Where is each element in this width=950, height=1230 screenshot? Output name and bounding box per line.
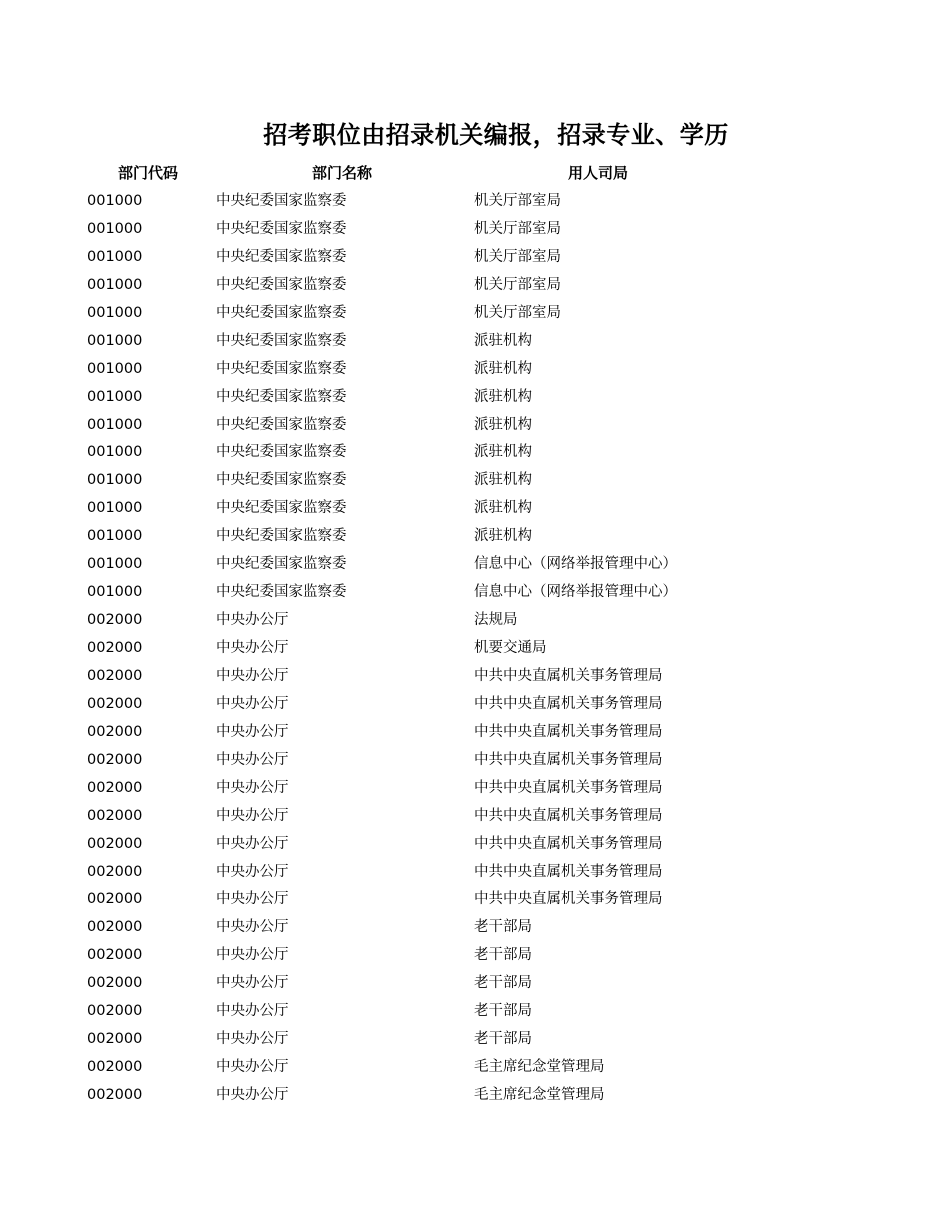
table-row <box>0 1026 950 1054</box>
department-code-cell: 002000 <box>87 1059 143 1076</box>
hiring-bureau-cell: 老干部局 <box>474 1003 532 1020</box>
table-row <box>0 803 950 831</box>
hiring-bureau-cell: 派驻机构 <box>474 528 532 545</box>
hiring-bureau-cell: 派驻机构 <box>474 500 532 517</box>
department-name-cell: 中央纪委国家监察委 <box>216 528 347 545</box>
department-name-cell: 中央办公厅 <box>216 612 289 629</box>
department-name-cell: 中央办公厅 <box>216 975 289 992</box>
department-name-cell: 中央办公厅 <box>216 1003 289 1020</box>
department-name-cell: 中央纪委国家监察委 <box>216 248 347 265</box>
department-name-cell: 中央办公厅 <box>216 779 289 796</box>
department-code-cell: 001000 <box>87 220 143 237</box>
hiring-bureau-cell: 派驻机构 <box>474 332 532 349</box>
hiring-bureau-cell: 派驻机构 <box>474 360 532 377</box>
table-header <box>0 159 950 185</box>
department-name-cell: 中央纪委国家监察委 <box>216 304 347 321</box>
table-row <box>0 467 950 495</box>
department-code-cell: 002000 <box>87 863 143 880</box>
table-row <box>0 384 950 412</box>
department-code-cell: 002000 <box>87 891 143 908</box>
department-name-cell: 中央纪委国家监察委 <box>216 556 347 573</box>
department-name-cell: 中央办公厅 <box>216 640 289 656</box>
table-row <box>0 551 950 579</box>
table-row <box>0 328 950 356</box>
table-row <box>0 942 950 970</box>
department-code-cell: 001000 <box>87 360 143 377</box>
department-code-cell: 002000 <box>87 975 143 992</box>
header-department-code: 部门代码 <box>117 164 178 182</box>
table-row <box>0 244 950 272</box>
table-row <box>0 998 950 1026</box>
hiring-bureau-cell: 信息中心（网络举报管理中心） <box>474 556 677 573</box>
table-row <box>0 188 950 216</box>
hiring-bureau-cell: 中共中央直属机关事务管理局 <box>474 751 663 768</box>
department-name-cell: 中央纪委国家监察委 <box>216 472 347 489</box>
table-row <box>0 719 950 747</box>
table-row <box>0 495 950 523</box>
table-row <box>0 216 950 244</box>
table-row <box>0 747 950 775</box>
department-code-cell: 002000 <box>87 947 143 964</box>
department-code-cell: 002000 <box>87 695 143 712</box>
department-name-cell: 中央办公厅 <box>216 807 289 824</box>
department-code-cell: 001000 <box>87 500 143 517</box>
table-row <box>0 886 950 914</box>
hiring-bureau-cell: 中共中央直属机关事务管理局 <box>474 835 663 852</box>
table-row <box>0 775 950 803</box>
department-name-cell: 中央纪委国家监察委 <box>216 332 347 349</box>
hiring-bureau-cell: 中共中央直属机关事务管理局 <box>474 807 663 824</box>
hiring-bureau-cell: 中共中央直属机关事务管理局 <box>474 723 663 740</box>
department-code-cell: 001000 <box>87 332 143 349</box>
document-title: 招考职位由招录机关编报，招录专业、学历 <box>263 121 729 149</box>
department-code-cell: 001000 <box>87 472 143 489</box>
department-name-cell: 中央办公厅 <box>216 751 289 768</box>
department-name-cell: 中央办公厅 <box>216 667 289 684</box>
department-code-cell: 002000 <box>87 919 143 936</box>
table-row <box>0 635 950 663</box>
table-row <box>0 1082 950 1110</box>
table-row <box>0 439 950 467</box>
hiring-bureau-cell: 派驻机构 <box>474 472 532 489</box>
department-code-cell: 002000 <box>87 612 143 629</box>
department-code-cell: 002000 <box>87 1003 143 1020</box>
department-name-cell: 中央纪委国家监察委 <box>216 193 347 209</box>
department-code-cell: 001000 <box>87 444 143 461</box>
hiring-bureau-cell: 派驻机构 <box>474 388 532 405</box>
department-code-cell: 001000 <box>87 416 143 433</box>
department-code-cell: 001000 <box>87 193 143 209</box>
department-name-cell: 中央办公厅 <box>216 919 289 936</box>
table-row <box>0 914 950 942</box>
department-name-cell: 中央办公厅 <box>216 863 289 880</box>
table-row <box>0 859 950 887</box>
department-name-cell: 中央纪委国家监察委 <box>216 276 347 293</box>
hiring-bureau-cell: 老干部局 <box>474 919 532 936</box>
department-code-cell: 002000 <box>87 779 143 796</box>
hiring-bureau-cell: 老干部局 <box>474 1031 532 1048</box>
hiring-bureau-cell: 机关厅部室局 <box>474 220 561 237</box>
department-code-cell: 002000 <box>87 723 143 740</box>
hiring-bureau-cell: 派驻机构 <box>474 416 532 433</box>
department-code-cell: 002000 <box>87 751 143 768</box>
department-name-cell: 中央办公厅 <box>216 695 289 712</box>
hiring-bureau-cell: 信息中心（网络举报管理中心） <box>474 584 677 601</box>
table-row <box>0 300 950 328</box>
department-code-cell: 002000 <box>87 667 143 684</box>
department-code-cell: 001000 <box>87 248 143 265</box>
hiring-bureau-cell: 毛主席纪念堂管理局 <box>474 1059 605 1076</box>
department-code-cell: 001000 <box>87 528 143 545</box>
table-row <box>0 831 950 859</box>
hiring-bureau-cell: 老干部局 <box>474 947 532 964</box>
department-name-cell: 中央纪委国家监察委 <box>216 360 347 377</box>
table-row <box>0 970 950 998</box>
table-row <box>0 691 950 719</box>
department-name-cell: 中央办公厅 <box>216 835 289 852</box>
department-name-cell: 中央办公厅 <box>216 1031 289 1048</box>
hiring-bureau-cell: 中共中央直属机关事务管理局 <box>474 695 663 712</box>
department-code-cell: 001000 <box>87 388 143 405</box>
hiring-bureau-cell: 法规局 <box>474 612 518 629</box>
table-row <box>0 579 950 607</box>
table-row <box>0 607 950 635</box>
department-name-cell: 中央办公厅 <box>216 1059 289 1076</box>
department-name-cell: 中央纪委国家监察委 <box>216 388 347 405</box>
department-name-cell: 中央纪委国家监察委 <box>216 220 347 237</box>
department-code-cell: 001000 <box>87 276 143 293</box>
department-code-cell: 002000 <box>87 1087 143 1103</box>
department-name-cell: 中央办公厅 <box>216 1087 289 1103</box>
header-hiring-bureau: 用人司局 <box>567 164 628 182</box>
hiring-bureau-cell: 中共中央直属机关事务管理局 <box>474 891 663 908</box>
table-row <box>0 272 950 300</box>
hiring-bureau-cell: 中共中央直属机关事务管理局 <box>474 863 663 880</box>
department-name-cell: 中央纪委国家监察委 <box>216 444 347 461</box>
table-row <box>0 356 950 384</box>
department-code-cell: 002000 <box>87 807 143 824</box>
department-name-cell: 中央办公厅 <box>216 947 289 964</box>
department-code-cell: 001000 <box>87 584 143 601</box>
hiring-bureau-cell: 机关厅部室局 <box>474 304 561 321</box>
hiring-bureau-cell: 老干部局 <box>474 975 532 992</box>
hiring-bureau-cell: 机关厅部室局 <box>474 193 561 209</box>
table-row <box>0 663 950 691</box>
hiring-bureau-cell: 派驻机构 <box>474 444 532 461</box>
department-name-cell: 中央办公厅 <box>216 723 289 740</box>
table-row <box>0 1054 950 1082</box>
hiring-bureau-cell: 中共中央直属机关事务管理局 <box>474 779 663 796</box>
department-code-cell: 002000 <box>87 1031 143 1048</box>
department-name-cell: 中央纪委国家监察委 <box>216 584 347 601</box>
department-name-cell: 中央办公厅 <box>216 891 289 908</box>
hiring-bureau-cell: 毛主席纪念堂管理局 <box>474 1087 605 1103</box>
department-code-cell: 002000 <box>87 640 143 656</box>
department-code-cell: 001000 <box>87 304 143 321</box>
hiring-bureau-cell: 机关厅部室局 <box>474 276 561 293</box>
header-department-name: 部门名称 <box>311 164 372 182</box>
table-row <box>0 523 950 551</box>
hiring-bureau-cell: 机关厅部室局 <box>474 248 561 265</box>
department-code-cell: 001000 <box>87 556 143 573</box>
table-row <box>0 412 950 440</box>
hiring-bureau-cell: 中共中央直属机关事务管理局 <box>474 667 663 684</box>
hiring-bureau-cell: 机要交通局 <box>474 640 547 656</box>
department-name-cell: 中央纪委国家监察委 <box>216 416 347 433</box>
department-code-cell: 002000 <box>87 835 143 852</box>
department-name-cell: 中央纪委国家监察委 <box>216 500 347 517</box>
table-body <box>0 188 950 1110</box>
